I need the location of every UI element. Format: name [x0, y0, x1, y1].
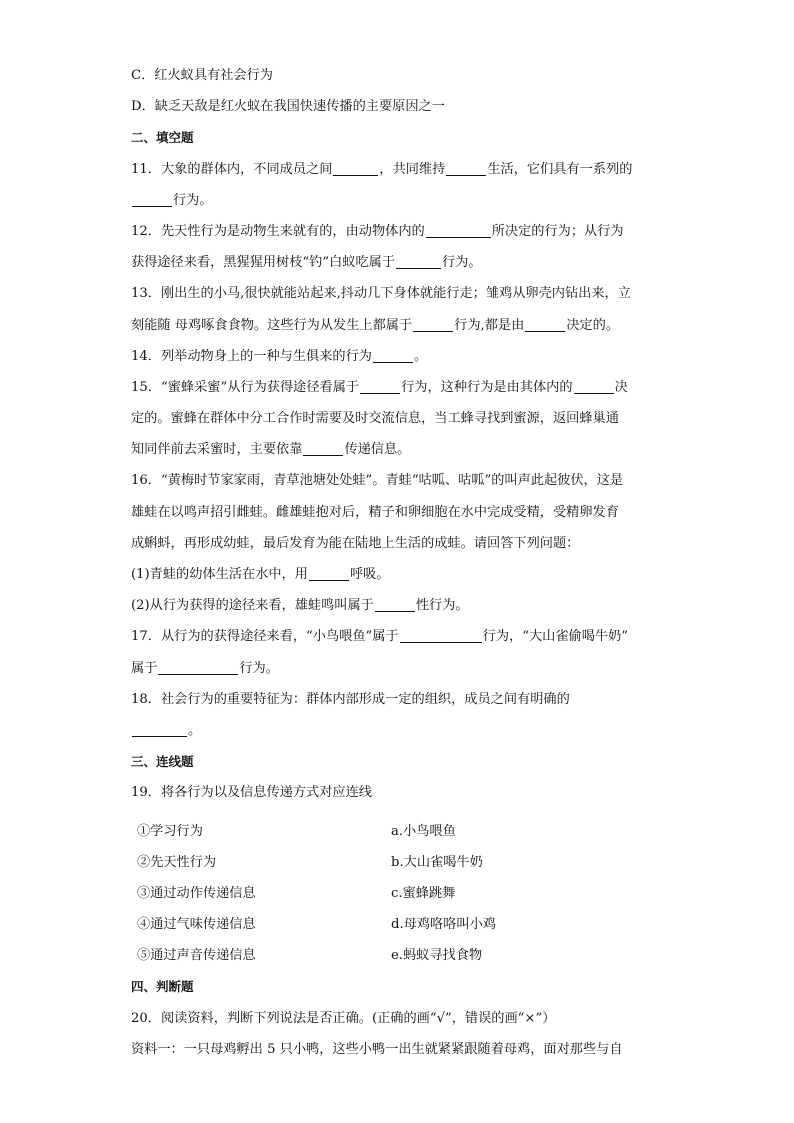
question-18-line-2 — [131, 715, 671, 746]
question-20-title: 20．阅读资料，判断下列说法是否正确。(正确的画“√”，错误的画“×”） — [131, 1010, 556, 1026]
match-row — [131, 940, 671, 971]
section-heading-judge: 四、判断题 — [131, 979, 194, 995]
match-right-item[interactable]: b.大山雀喝牛奶 — [391, 854, 483, 870]
q17-text-3: 属于 — [131, 660, 158, 676]
question-12-line-1 — [131, 216, 671, 247]
answer-blank[interactable] — [413, 317, 453, 332]
q12-text-4: 行为。 — [442, 255, 482, 271]
q12-text-2: 所决定的行为；从行为 — [491, 223, 624, 239]
match-right-item[interactable]: c.蜜蜂跳舞 — [391, 885, 456, 901]
answer-blank[interactable] — [132, 722, 187, 737]
question-16-line-2: 雄蛙在以鸣声招引雌蛙。雌雄蛙抱对后，精子和卵细胞在水中完成受精，受精卵发育 — [131, 504, 619, 520]
match-right-item[interactable]: d.母鸡咯咯叫小鸡 — [391, 917, 496, 933]
answer-blank[interactable] — [400, 628, 482, 643]
question-19-title: 19．将各行为以及信息传递方式对应连线 — [131, 785, 372, 801]
q14-text-2: 。 — [413, 348, 428, 364]
q16-sub1-text-b: 呼吸。 — [349, 567, 390, 582]
q15-text-1: 15．“蜜蜂采蜜”从行为获得途径看属于 — [131, 379, 360, 395]
match-row — [131, 847, 671, 878]
match-left-item[interactable]: ①学习行为 — [137, 823, 203, 839]
q12-text-3: 获得途径来看，黑猩猩用树枝“钓”白蚁吃属于 — [131, 255, 396, 271]
question-13-line-1: 13．刚出生的小马,很快就能站起来,抖动几下身体就能行走；雏鸡从卵壳内钻出来，立 — [131, 286, 631, 302]
answer-blank[interactable] — [360, 379, 400, 394]
question-16-line-3: 成蝌蚪，再形成幼蛙，最后发育为能在陆地上生活的成蛙。请回答下列问题： — [131, 535, 580, 551]
question-16-sub-1 — [131, 559, 671, 590]
q17-text-4: 行为。 — [239, 660, 279, 676]
match-row — [131, 909, 671, 940]
match-left-item[interactable]: ⑤通过声音传递信息 — [137, 948, 256, 964]
q11-text-4: 行为。 — [173, 192, 213, 208]
answer-blank[interactable] — [446, 161, 486, 176]
q16-sub1-text-a: (1)青蛙的幼体生活在水中，用 — [131, 567, 308, 582]
q16-sub2-text-b: 性行为。 — [415, 598, 469, 614]
q15-text-6: 传递信息。 — [344, 442, 411, 458]
answer-blank[interactable] — [132, 192, 172, 207]
answer-blank[interactable] — [525, 317, 565, 332]
q15-text-3: 决 — [614, 379, 628, 395]
q17-text-1: 17．从行为的获得途径来看，“小鸟喂鱼”属于 — [131, 629, 399, 645]
q16-sub2-text-a: (2)从行为获得的途径来看，雄蛙鸣叫属于 — [131, 598, 374, 614]
q15-text-2: 行为，这种行为是由其体内的 — [401, 379, 573, 395]
q12-text-1: 12．先天性行为是动物生来就有的，由动物体内的 — [131, 223, 425, 239]
q15-text-5: 知同伴前去采蜜时，主要依靠 — [131, 442, 303, 458]
match-row — [131, 816, 671, 847]
section-heading-fill: 二、填空题 — [131, 130, 194, 146]
question-12-line-2 — [131, 247, 671, 278]
q13-text-2: 刻能随 母鸡啄食食物。这些行为从发生上都属于 — [131, 317, 413, 333]
answer-blank[interactable] — [373, 348, 413, 363]
question-13-line-2 — [131, 310, 671, 341]
answer-blank[interactable] — [574, 379, 614, 394]
q11-text-3: 生活，它们具有一系列的 — [487, 161, 633, 177]
question-18-line-1: 18．社会行为的重要特征为：群体内部形成一定的组织，成员之间有明确的 — [131, 691, 570, 707]
question-15-line-1 — [131, 372, 671, 403]
q17-text-2: 行为，“大山雀偷喝牛奶” — [482, 629, 628, 645]
match-left-item[interactable]: ②先天性行为 — [137, 854, 217, 870]
q13-text-3: 行为,都是由 — [454, 317, 525, 333]
question-17-line-1 — [131, 621, 671, 652]
question-17-line-2 — [131, 653, 671, 684]
q13-text-4: 决定的。 — [566, 317, 620, 333]
question-20-material: 资料一：一只母鸡孵出 5 只小鸭，这些小鸭一出生就紧紧跟随着母鸡，面对那些与自 — [131, 1041, 623, 1057]
q11-text-1: 11．大象的群体内，不同成员之间 — [131, 161, 333, 177]
answer-blank[interactable] — [303, 441, 343, 456]
option-c: C．红火蚁具有社会行为 — [131, 68, 273, 83]
question-14 — [131, 341, 671, 372]
answer-blank[interactable] — [396, 254, 441, 269]
question-16-sub-2 — [131, 590, 671, 621]
document-page — [131, 60, 671, 1065]
q18-text-2: 。 — [188, 722, 202, 738]
question-16-line-1: 16．“黄梅时节家家雨，青草池塘处处蛙”。青蛙“咕呱、咕呱”的叫声此起彼伏，这是 — [131, 473, 624, 489]
answer-blank[interactable] — [426, 223, 491, 238]
question-15-line-2: 定的。蜜蜂在群体中分工合作时需要及时交流信息，当工蜂寻找到蜜源，返回蜂巢通 — [131, 411, 619, 427]
match-right-item[interactable]: a.小鸟喂鱼 — [391, 823, 456, 839]
q14-text-1: 14．列举动物身上的一种与生俱来的行为 — [131, 348, 372, 364]
question-11-line-1 — [131, 154, 671, 185]
match-row — [131, 878, 671, 909]
answer-blank[interactable] — [333, 161, 378, 176]
q11-text-2: ，共同维持 — [379, 161, 446, 177]
section-heading-match: 三、连线题 — [131, 754, 194, 770]
question-15-line-3 — [131, 434, 671, 465]
option-d: D．缺乏天敌是红火蚁在我国快速传播的主要原因之一 — [131, 99, 445, 115]
match-right-item[interactable]: e.蚂蚁寻找食物 — [391, 948, 483, 964]
question-11-line-2 — [131, 185, 671, 216]
answer-blank[interactable] — [158, 660, 238, 675]
answer-blank[interactable] — [375, 597, 415, 612]
answer-blank[interactable] — [309, 566, 349, 581]
match-left-item[interactable]: ④通过气味传递信息 — [137, 917, 256, 933]
match-left-item[interactable]: ③通过动作传递信息 — [137, 885, 256, 901]
